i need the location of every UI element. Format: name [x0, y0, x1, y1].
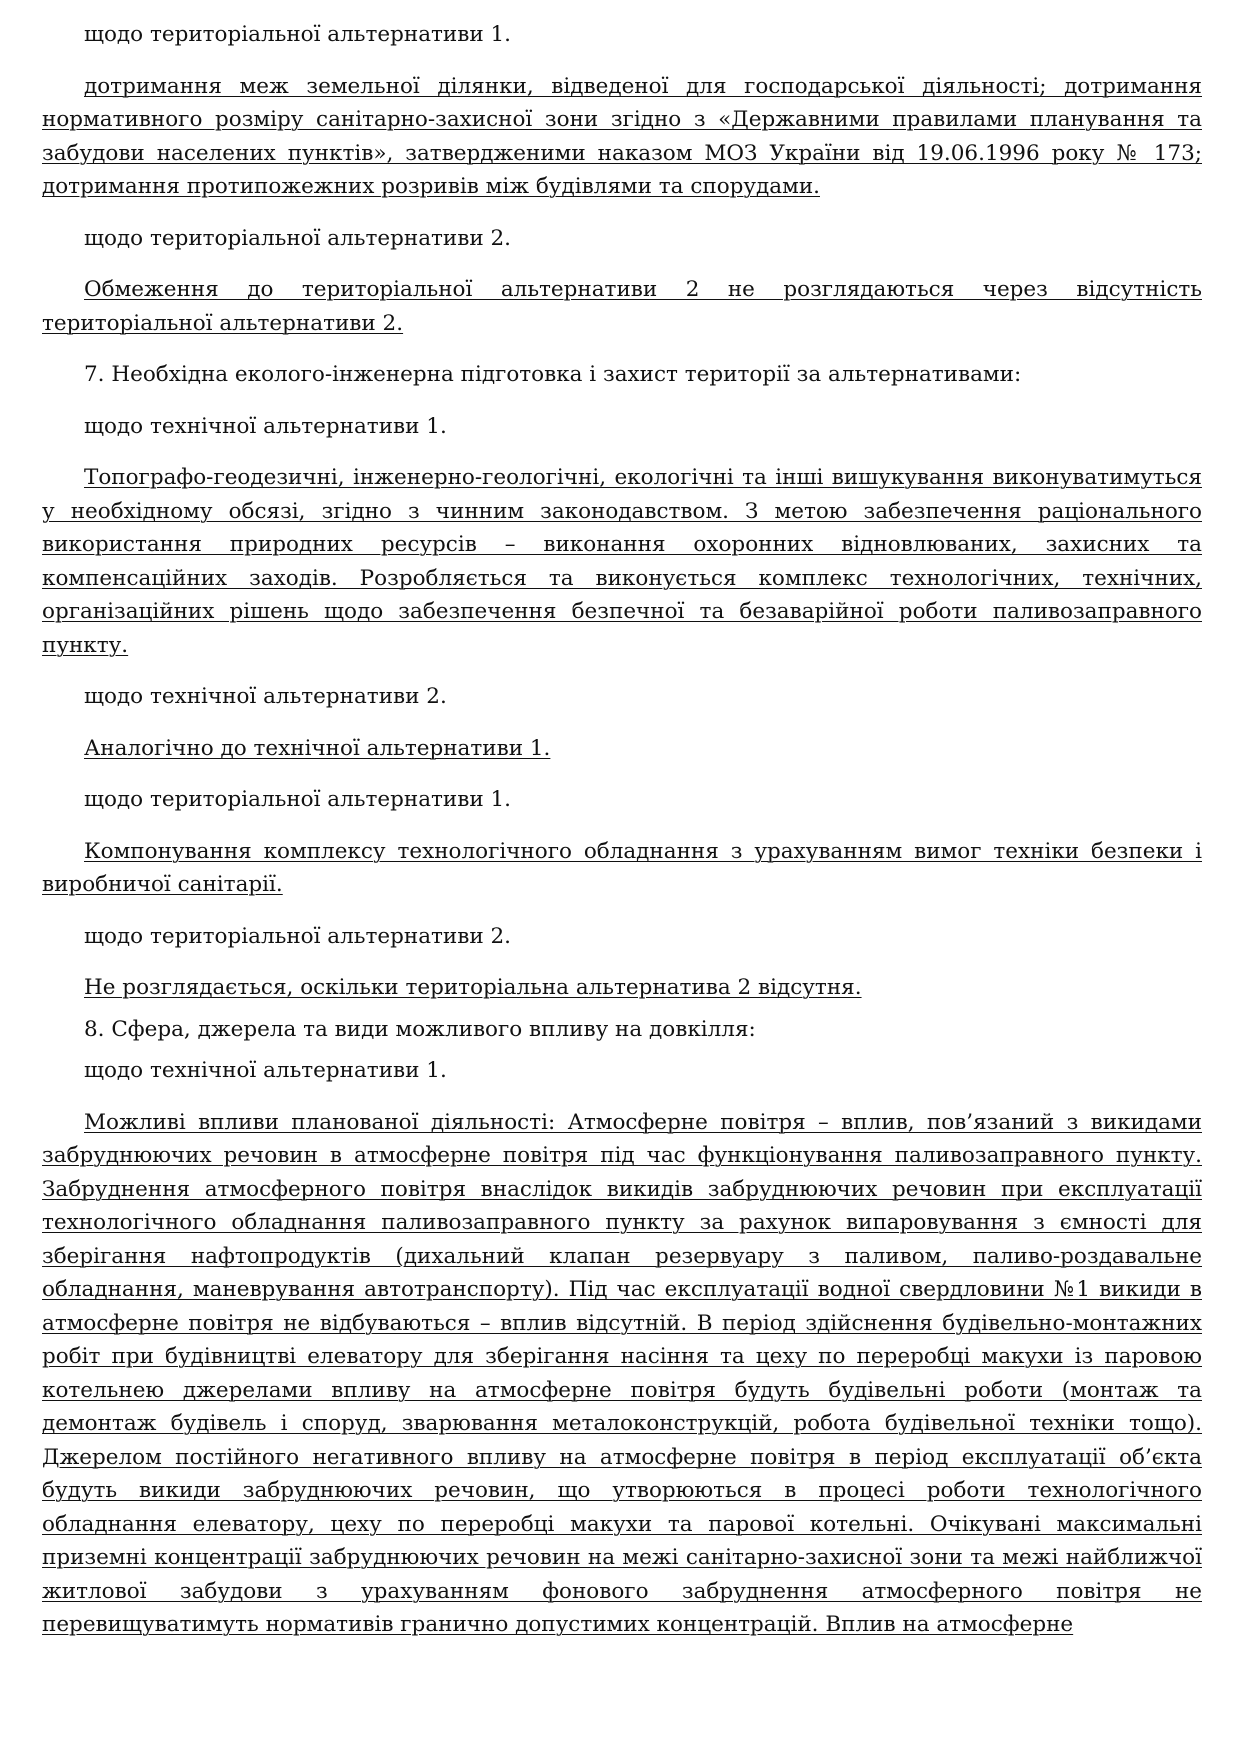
paragraph-13-text: Не розглядається, оскільки територіальна альтернатива 2 відсутня. — [84, 975, 862, 1000]
paragraph-3 — [42, 222, 1202, 256]
paragraph-6 — [42, 410, 1202, 444]
paragraph-8 — [42, 680, 1202, 714]
paragraph-13 — [42, 971, 1202, 1005]
paragraph-2-text: дотримання меж земельної ділянки, відведеної для господарської діяльності; дотримання нормативного розміру санітарно-захисної зони згідно з «Державними правилами планування та забудови населених пунктів», затвердженими наказом МОЗ України від 19.06.1996 року № 173; дотримання протипожежних розривів між будівлями та спорудами. — [42, 73, 1202, 199]
paragraph-12 — [42, 920, 1202, 954]
paragraph-2 — [42, 70, 1202, 204]
paragraph-5 — [42, 358, 1202, 392]
paragraph-16 — [42, 1106, 1202, 1642]
paragraph-5-text: 7. Необхідна еколого-інженерна підготовка і захист території за альтернативами: — [84, 362, 1022, 387]
paragraph-9-text: Аналогічно до технічної альтернативи 1. — [84, 735, 551, 761]
paragraph-1-text: щодо територіальної альтернативи 1. — [84, 22, 512, 47]
paragraph-11-text: Компонування комплексу технологічного обладнання з урахуванням вимог техніки безпеки і виробничої санітарії. — [42, 838, 1202, 897]
paragraph-12-text: щодо територіальної альтернативи 2. — [84, 923, 512, 949]
paragraph-7-text: Топографо-геодезичні, інженерно-геологічні, екологічні та інші вишукування виконуватимуться у необхідному обсязі, згідно з чинним законодавством. З метою забезпечення раціонального використання природних ресурсів – виконання охоронних відновлюваних, захисних та компенсаційних заходів. Розробляється та виконується комплекс технологічних, технічних, організаційних рішень щодо забезпечення безпечної та безаварійної роботи паливозаправного пункту. — [42, 465, 1202, 658]
paragraph-7 — [42, 461, 1202, 662]
paragraph-6-text: щодо технічної альтернативи 1. — [84, 413, 447, 439]
paragraph-14 — [42, 1013, 1202, 1047]
document-page — [42, 18, 1202, 1642]
paragraph-14-text: 8. Сфера, джерела та види можливого впливу на довкілля: — [84, 1016, 756, 1042]
paragraph-1 — [42, 18, 1202, 52]
paragraph-16-text: Можливі впливи планованої діяльності: Атмосферне повітря – вплив, пов’язаний з викидами забруднюючих речовин в атмосферне повітря під час функціонування паливозаправного пункту. Забруднення атмосферного повітря внаслідок викидів забруднюючих речовин при експлуатації технологічного обладнання паливозаправного пункту за рахунок випаровування з ємності для зберігання нафтопродуктів (дихальний клапан резервуару з паливом, паливо-роздавальне обладнання, маневрування автотранспорту). Під час експлуатації водної свердловини №1 викиди в атмосферне повітря не відбуваються – вплив відсутній. В період здійснення будівельно-монтажних робіт при будівництві елеватору для зберігання насіння та цеху по переробці макухи із паровою котельнею джерелами впливу на атмосферне повітря будуть будівельні роботи (монтаж та демонтаж будівель і споруд, зварювання металоконструкцій, робота будівельної техніки тощо). Джерелом постійного негативного впливу на атмосферне повітря в період експлуатації об’єкта будуть викиди забруднюючих речовин, що утворюються в процесі роботи технологічного обладнання елеватору, цеху по переробці макухи та парової котельні. Очікувані максимальні приземні концентрації забруднюючих речовин на межі санітарно-захисної зони та межі найближчої житлової забудови з урахуванням фонового забруднення атмосферного повітря не перевищуватимуть нормативів гранично допустимих концентрацій. Вплив на атмосферне — [42, 1109, 1202, 1637]
paragraph-10 — [42, 783, 1202, 817]
paragraph-15 — [42, 1054, 1202, 1088]
paragraph-15-text: щодо технічної альтернативи 1. — [84, 1058, 447, 1083]
paragraph-10-text: щодо територіальної альтернативи 1. — [84, 787, 512, 812]
paragraph-3-text: щодо територіальної альтернативи 2. — [84, 225, 512, 251]
paragraph-9 — [42, 732, 1202, 766]
paragraph-4-text: Обмеження до територіальної альтернативи 2 не розглядаються через відсутність територіальної альтернативи 2. — [42, 277, 1202, 336]
paragraph-8-text: щодо технічної альтернативи 2. — [84, 684, 447, 709]
paragraph-4 — [42, 273, 1202, 340]
paragraph-11 — [42, 835, 1202, 902]
